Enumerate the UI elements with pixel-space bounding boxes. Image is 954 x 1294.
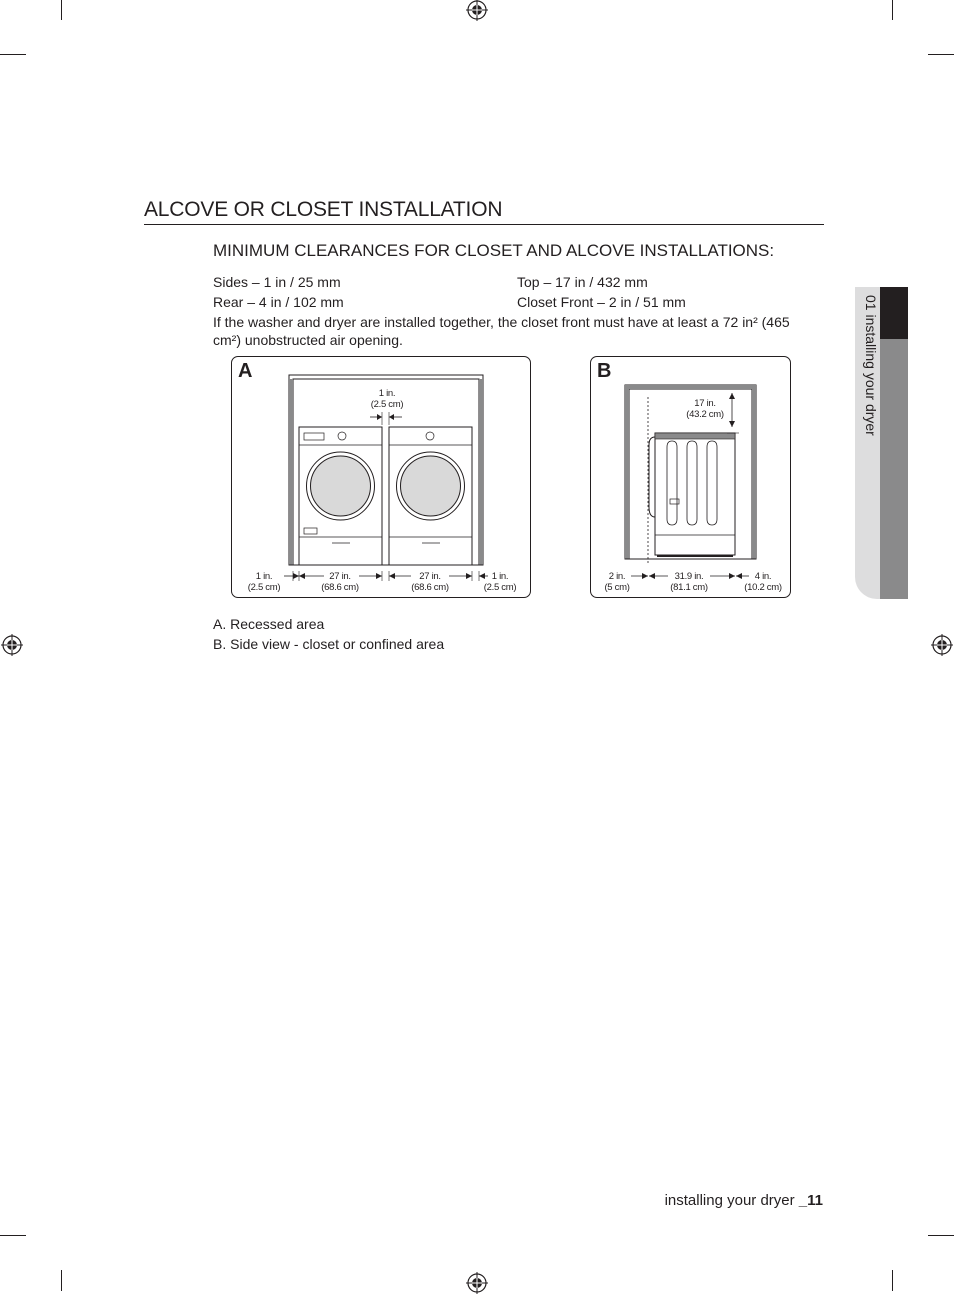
- section-tab-label: 01 installing your dryer: [863, 295, 879, 436]
- clearance-top: Top – 17 in / 432 mm: [517, 274, 648, 290]
- dim-rear-clearance: 4 in. (10.2 cm): [744, 571, 782, 593]
- dim-depth: 31.9 in. (81.1 cm): [670, 571, 708, 593]
- crop-mark: [0, 1235, 26, 1236]
- crop-mark: [61, 1270, 62, 1291]
- crop-mark: [892, 1270, 893, 1291]
- crop-mark: [928, 1235, 954, 1236]
- footer-section: installing your dryer: [664, 1192, 795, 1209]
- crop-mark: [0, 54, 26, 55]
- diagram-recessed-area: [231, 356, 531, 598]
- crop-mark: [928, 54, 954, 55]
- clearance-sides: Sides – 1 in / 25 mm: [213, 274, 341, 290]
- diagram-a-letter: A: [238, 360, 253, 382]
- clearance-closet-front: Closet Front – 2 in / 51 mm: [517, 294, 686, 310]
- crop-mark: [61, 0, 62, 20]
- page-number: _11: [798, 1192, 823, 1209]
- clearances-heading: MINIMUM CLEARANCES FOR CLOSET AND ALCOVE INSTALLATIONS:: [213, 241, 775, 260]
- dim-gap-top: 1 in. (2.5 cm): [370, 388, 404, 410]
- registration-mark-icon: [466, 0, 488, 21]
- diagram-side-view: [590, 356, 791, 598]
- registration-mark-icon: [931, 634, 953, 656]
- clearance-rear: Rear – 4 in / 102 mm: [213, 294, 344, 310]
- page-title: ALCOVE OR CLOSET INSTALLATION: [144, 198, 503, 221]
- diagram-b-letter: B: [597, 360, 612, 382]
- dim-front-clearance: 2 in. (5 cm): [604, 571, 630, 593]
- crop-mark: [892, 0, 893, 20]
- dim-left-side: 1 in. (2.5 cm): [247, 571, 281, 593]
- section-tab-marker: [880, 287, 908, 339]
- legend-b: B. Side view - closet or confined area: [213, 636, 445, 652]
- dim-top-clearance: 17 in. (43.2 cm): [686, 398, 724, 420]
- title-divider: [144, 224, 824, 225]
- dim-width-1: 27 in. (68.6 cm): [321, 571, 359, 593]
- dim-width-2: 27 in. (68.6 cm): [411, 571, 449, 593]
- air-opening-note: If the washer and dryer are installed together, the closet front must have at least a 72 in² (465 cm²) unobstructed air opening.: [213, 314, 790, 348]
- page-footer: [665, 1192, 823, 1209]
- dim-right-side: 1 in. (2.5 cm): [483, 571, 517, 593]
- legend-a: A. Recessed area: [213, 616, 325, 632]
- side-view-illustration: [591, 357, 790, 597]
- registration-mark-icon: [1, 634, 23, 656]
